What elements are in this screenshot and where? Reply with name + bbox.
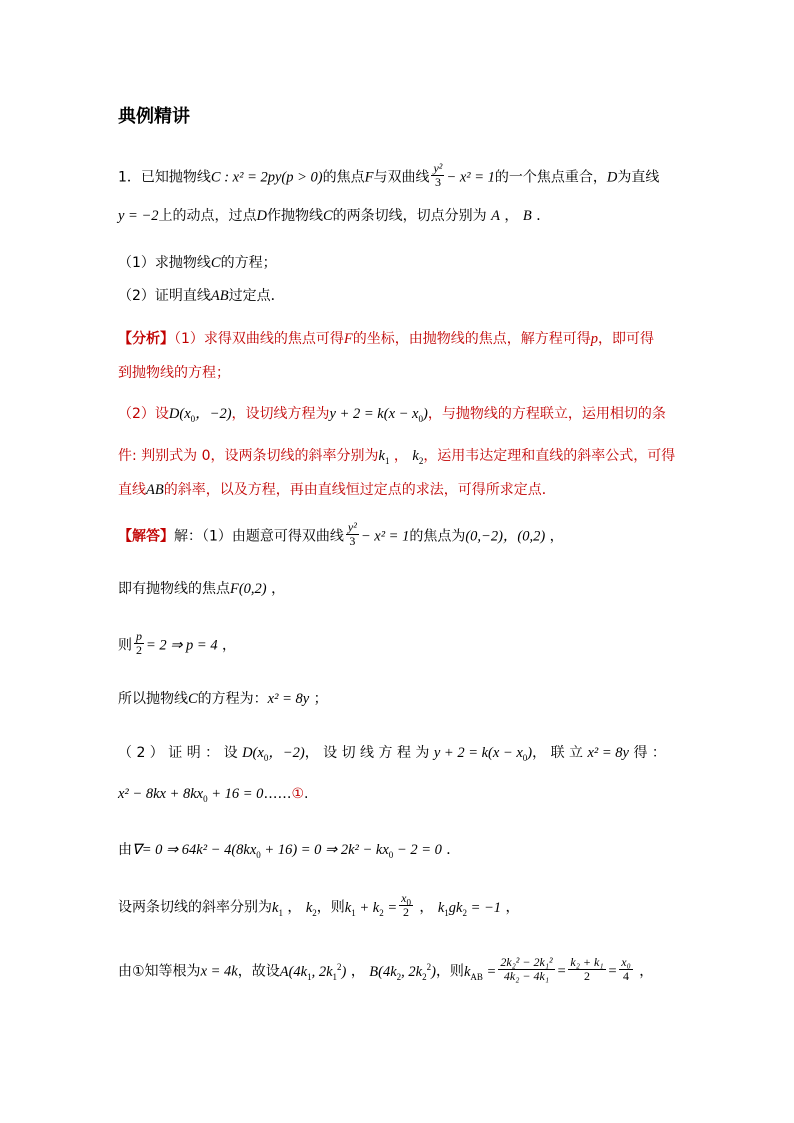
solution-line-2: 即有抛物线的焦点F(0,2) ， bbox=[118, 581, 286, 597]
solution-line-4: 所以抛物线C的方程为：x² = 8y ； bbox=[118, 691, 328, 707]
question-2: （2）证明直线AB过定点． bbox=[118, 288, 285, 304]
problem-line-1: 1．已知抛物线C : x² = 2py(p > 0)的焦点F与双曲线 $\frac{\text{y²}}{3}$ − x² = 1的一个焦点重合，D为直线 bbox=[118, 161, 660, 189]
section-heading: 典例精讲 bbox=[118, 106, 190, 127]
solution-line-5: （ 2 ） 证 明 ： 设 $D(x_0$，−2)， 设 切 线 方 程 为 $y + 2 = k(x - x_0)$， 联 立 x² = 8y 得 ： bbox=[118, 745, 666, 763]
analysis-line-2: 到抛物线的方程； bbox=[118, 365, 230, 381]
solution-line-8: 设两条切线的斜率分别为$k_1$ ， $k_2$，则$k_1 + k_2$ = $\frac{x_0}{2}$ ， $k_1gk_2 = -1$ ， bbox=[118, 891, 520, 919]
analysis-line-1: 【分析】（1）求得双曲线的焦点可得F的坐标，由抛物线的焦点，解方程可得p，即可得 bbox=[118, 331, 655, 347]
problem-number: 1． bbox=[118, 169, 141, 186]
slope-fraction-2: $\frac{\text{k₂ + k₁}}{2}$ bbox=[570, 955, 604, 983]
analysis-tag: 【分析】 bbox=[118, 331, 174, 347]
analysis-line-4: 件: 判别式为 0，设两条切线的斜率分别为$k_1$ ， $k_2$，运用韦达定理和直线的斜率公式，可得 bbox=[118, 448, 676, 466]
hyperbola-fraction-2: $\frac{\text{y²}}{3}$ bbox=[347, 520, 357, 548]
analysis-line-5: 直线AB的斜率，以及方程，再由直线恒过定点的求法，可得所求定点． bbox=[118, 482, 556, 498]
problem-line-2: y = −2上的动点，过点D作抛物线C的两条切线，切点分别为 A ， B ． bbox=[118, 208, 551, 224]
hyperbola-fraction: $\frac{\text{y²}}{3}$ bbox=[433, 161, 443, 189]
analysis-line-3: （2）设$D(x_0$，−2)，设切线方程为$y + 2 = k(x - x_0)$，与抛物线的方程联立，运用相切的条 bbox=[118, 406, 666, 424]
solution-line-6: $x^2 - 8kx + 8kx_0 + 16$ = 0……①. bbox=[118, 786, 309, 804]
equation-ref-circle-1: ① bbox=[291, 786, 304, 802]
solution-tag: 【解答】 bbox=[118, 528, 174, 545]
solution-line-7: 由∇= 0 ⇒ $64k^2 - 4(8kx_0 + 16) = 0$ ⇒ $2k^2 - kx_0 - 2 = 0$ ． bbox=[118, 842, 461, 860]
question-1: （1）求抛物线C的方程； bbox=[118, 255, 277, 271]
parabola-equation: C : x² = 2py(p > 0) bbox=[210, 169, 323, 186]
solution-line-3: 则 $\frac{p}{2}$ = 2 ⇒ p = 4 ， bbox=[118, 629, 237, 657]
slope-fraction-3: $\frac{\text{x₀}}{4}$ bbox=[621, 955, 631, 983]
solution-line-9: 由①知等根为x = 4k，故设$A(4k_1$, $2k_1^2$) ， $B(4k_2$, $2k_2^2$)，则$k_{AB}$ = $\frac{\text{2k₂² − 2k₁²}}{\text{4k₂ − 4k₁}}$ = $\frac{\text{k₂ + k₁}}{2}$ = $\frac{\text{x₀}}{4}$ ， bbox=[118, 955, 654, 983]
solution-line-1: 【解答】解：（1）由题意可得双曲线 $\frac{\text{y²}}{3}$ − x² = 1的焦点为(0,−2)，(0,2) ， bbox=[118, 520, 564, 548]
slope-fraction-1: $\frac{\text{2k₂² − 2k₁²}}{\text{4k₂ − 4k₁}}$ bbox=[500, 955, 553, 983]
